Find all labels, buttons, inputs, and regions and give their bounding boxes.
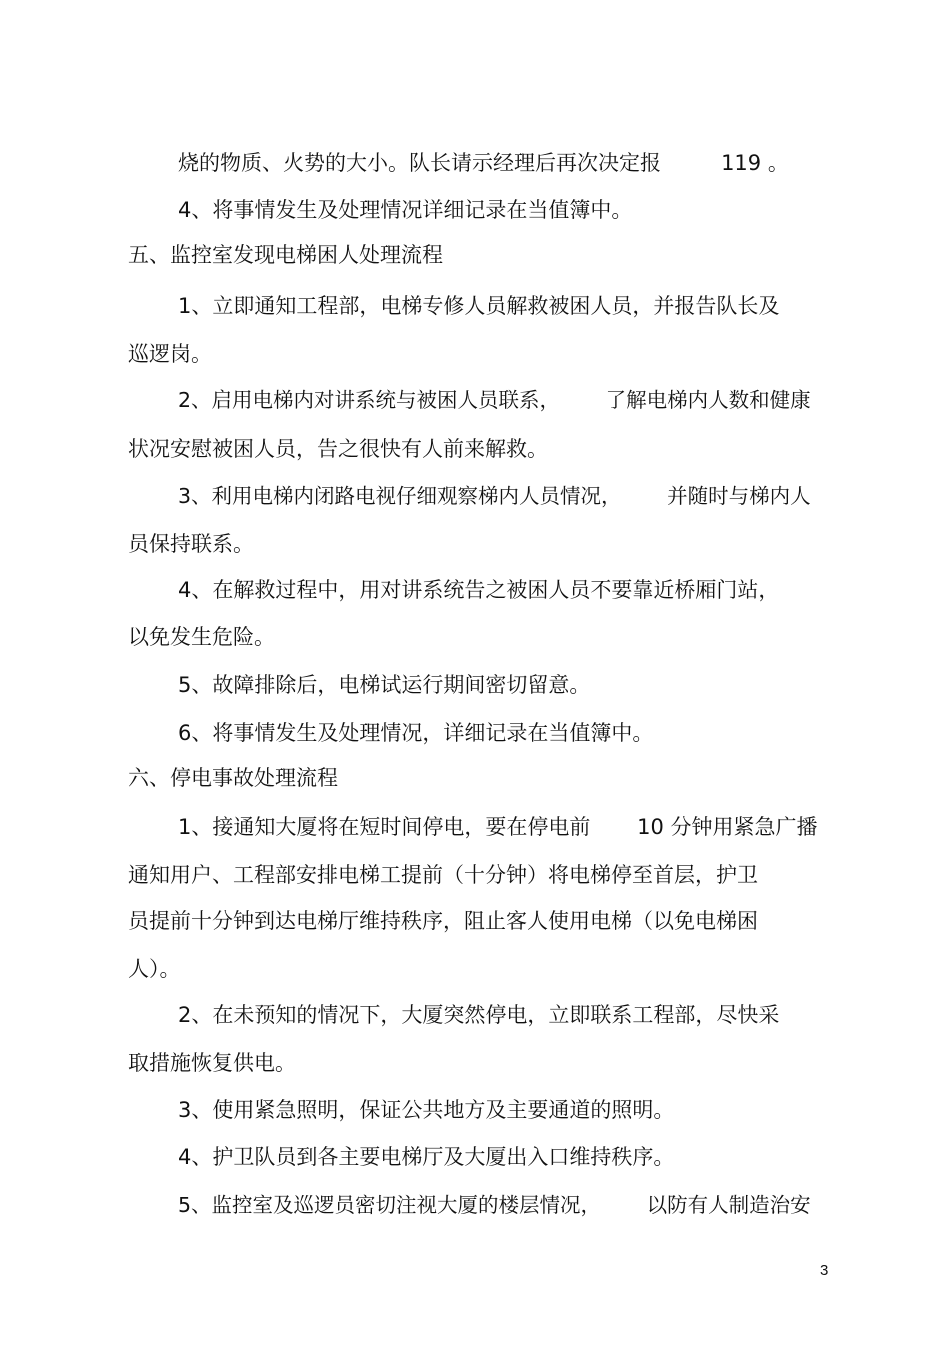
text-line: 6、将事情发生及处理情况，详细记录在当值簿中。 [178, 721, 654, 745]
text-line: 4、护卫队员到各主要电梯厅及大厦出入口维持秩序。 [178, 1145, 675, 1169]
text-line: 人）。 [128, 957, 181, 981]
text-line: 1、接通知大厦将在短时间停电，要在停电前 10 分钟用紧急广播 [178, 815, 818, 839]
text-line: 以免发生危险。 [128, 625, 275, 649]
text-line: 4、将事情发生及处理情况详细记录在当值簿中。 [178, 198, 633, 222]
text-line: 员保持联系。 [128, 532, 254, 556]
text-line: 通知用户、工程部安排电梯工提前（十分钟）将电梯停至首层，护卫 [128, 863, 758, 887]
text-line: 5、监控室及巡逻员密切注视大厦的楼层情况， 以防有人制造治安 [178, 1193, 811, 1217]
page-number: 3 [820, 1262, 829, 1279]
text-line: 2、在未预知的情况下，大厦突然停电，立即联系工程部，尽快采 [178, 1003, 780, 1027]
text-line: 1、立即通知工程部，电梯专修人员解救被困人员，并报告队长及 [178, 294, 780, 318]
text-line: 状况安慰被困人员，告之很快有人前来解救。 [128, 437, 548, 461]
text-line: 3、利用电梯内闭路电视仔细观察梯内人员情况， 并随时与梯内人 [178, 484, 811, 508]
section-heading: 五、监控室发现电梯困人处理流程 [128, 243, 443, 267]
text-line: 4、在解救过程中，用对讲系统告之被困人员不要靠近桥厢门站， [178, 578, 780, 602]
text-line: 3、使用紧急照明，保证公共地方及主要通道的照明。 [178, 1098, 675, 1122]
section-heading: 六、停电事故处理流程 [128, 766, 338, 790]
text-line: 员提前十分钟到达电梯厅维持秩序，阻止客人使用电梯（以免电梯困 [128, 909, 758, 933]
text-line: 巡逻岗。 [128, 342, 212, 366]
text-line: 2、启用电梯内对讲系统与被困人员联系， 了解电梯内人数和健康 [178, 388, 811, 412]
text-line: 烧的物质、火势的大小。队长请示经理后再次决定报 119 。 [178, 151, 789, 175]
text-line: 取措施恢复供电。 [128, 1051, 296, 1075]
text-line: 5、故障排除后，电梯试运行期间密切留意。 [178, 673, 591, 697]
